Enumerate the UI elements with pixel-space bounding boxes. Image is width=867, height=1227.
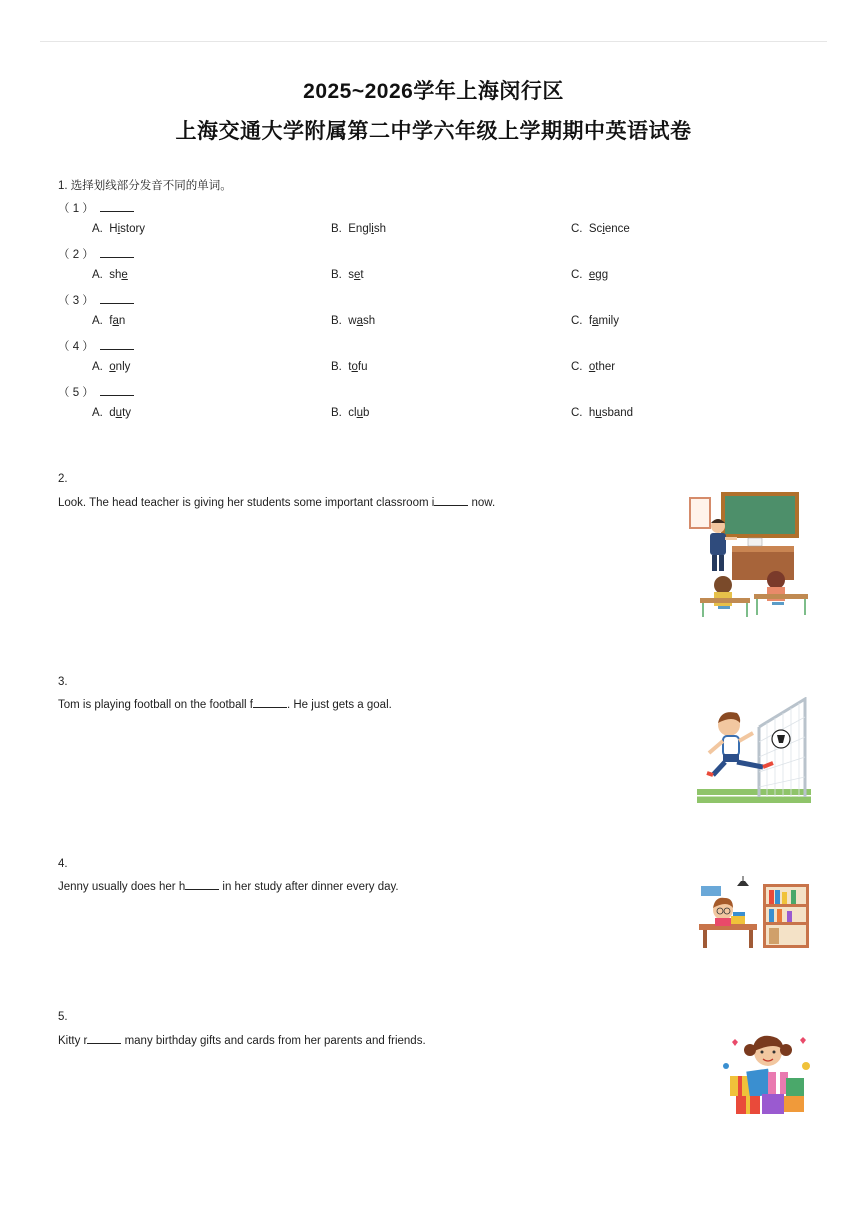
blackboard-icon — [725, 496, 795, 534]
q5-text-after: many birthday gifts and cards from her parents and friends. — [121, 1035, 426, 1047]
exam-title-line2: 上海交通大学附属第二中学六年级上学期期中英语试卷 — [175, 120, 692, 143]
q3-text-after: . He just gets a goal. — [286, 699, 392, 711]
underlined-letters: u — [356, 407, 363, 419]
q1-item-number — [58, 246, 134, 262]
football-boy-illustration — [697, 697, 811, 803]
word-part: d — [109, 407, 116, 419]
underlined-letters: o — [588, 361, 596, 373]
q1-option-c[interactable] — [571, 223, 630, 235]
word-part: mily — [598, 315, 619, 327]
word-part: gg — [595, 269, 609, 281]
q5-number: 5. — [58, 1011, 68, 1023]
q1-option-b[interactable] — [331, 269, 364, 281]
q1-option-b[interactable] — [331, 223, 386, 235]
q4-sentence — [58, 880, 399, 893]
teacher-body — [710, 533, 726, 555]
option-letter: B. — [331, 315, 342, 327]
q3-number: 3. — [58, 676, 68, 688]
word-part: cl — [348, 407, 357, 419]
q1-option-b[interactable] — [331, 315, 375, 327]
underlined-letters: a — [112, 315, 119, 327]
word-part: ence — [604, 223, 630, 235]
q2-text-after: now. — [468, 497, 496, 509]
word-part: Sc — [588, 223, 603, 235]
q3-sentence — [58, 698, 392, 711]
word-part: h — [588, 407, 596, 419]
q1-item-number — [58, 200, 134, 216]
option-letter: C. — [571, 315, 583, 327]
q1-option-b[interactable] — [331, 407, 369, 419]
ceiling-lamp-icon — [737, 881, 749, 886]
q5-sentence — [58, 1034, 426, 1047]
option-letter: B. — [331, 361, 342, 373]
q1-option-a[interactable] — [92, 269, 128, 281]
underlined-letters: a — [356, 315, 363, 327]
q1-option-c[interactable] — [571, 315, 619, 327]
q1-item-label: （ 1 ） — [58, 203, 94, 215]
q1-option-c[interactable] — [571, 407, 633, 419]
top-divider — [40, 41, 827, 42]
q1-item-label: （ 2 ） — [58, 249, 94, 261]
student-left-head — [714, 576, 732, 594]
q1-option-b[interactable] — [331, 361, 367, 373]
underlined-letters: i — [117, 223, 121, 235]
wall-picture-icon — [701, 886, 721, 896]
classroom-teacher-illustration — [688, 490, 812, 620]
q1-answer-blank[interactable] — [100, 386, 134, 396]
word-part: sh — [362, 315, 376, 327]
option-letter: C. — [571, 223, 583, 235]
birthday-gifts-illustration — [722, 1032, 812, 1118]
q1-answer-blank[interactable] — [100, 202, 134, 212]
q2-number: 2. — [58, 473, 68, 485]
q4-text-after: in her study after dinner every day. — [219, 881, 399, 893]
q1-item-label: （ 3 ） — [58, 295, 94, 307]
q1-item-number — [58, 292, 134, 308]
underlined-letters: e — [354, 269, 361, 281]
q2-sentence — [58, 496, 495, 509]
underlined-letters: o — [109, 361, 116, 373]
underlined-letters: i — [371, 223, 374, 235]
word-part: nly — [115, 361, 131, 373]
q4-number: 4. — [58, 858, 68, 870]
q5-text-before: Kitty r — [58, 1035, 88, 1047]
word-part: ther — [595, 361, 616, 373]
word-part: w — [348, 315, 357, 327]
q1-item-number — [58, 338, 134, 354]
word-part: f — [588, 315, 593, 327]
q1-option-a[interactable] — [92, 361, 130, 373]
boy-shirt — [723, 736, 739, 756]
q1-item-label: （ 4 ） — [58, 341, 94, 353]
q1-option-a[interactable] — [92, 315, 125, 327]
word-part: H — [109, 223, 118, 235]
option-letter: C. — [571, 407, 583, 419]
option-letter: A. — [92, 269, 103, 281]
option-letter: B. — [331, 223, 342, 235]
option-letter: B. — [331, 269, 342, 281]
word-part: sh — [373, 223, 387, 235]
q1-item-number — [58, 384, 134, 400]
option-letter: A. — [92, 315, 103, 327]
q2-text-before: Look. The head teacher is giving her students some important classroom i — [58, 497, 435, 509]
option-letter: A. — [92, 361, 103, 373]
word-part: sh — [109, 269, 122, 281]
word-part: Engl — [348, 223, 372, 235]
underlined-letters: a — [592, 315, 599, 327]
q1-option-a[interactable] — [92, 223, 145, 235]
word-part: t — [360, 269, 364, 281]
q1-answer-blank[interactable] — [100, 248, 134, 258]
option-letter: A. — [92, 223, 103, 235]
q1-answer-blank[interactable] — [100, 294, 134, 304]
exam-title-line1: 2025~2026学年上海闵行区 — [303, 80, 564, 103]
underlined-letters: u — [115, 407, 123, 419]
q2-blank[interactable] — [434, 496, 468, 506]
q3-text-before: Tom is playing football on the football f — [58, 699, 253, 711]
word-part: f — [109, 315, 113, 327]
q1-answer-blank[interactable] — [100, 340, 134, 350]
poster-icon — [690, 498, 710, 528]
option-letter: C. — [571, 269, 583, 281]
option-letter: B. — [331, 407, 342, 419]
q4-blank[interactable] — [185, 880, 219, 890]
underlined-letters: e — [121, 269, 128, 281]
underlined-letters: e — [588, 269, 596, 281]
word-part: fu — [357, 361, 368, 373]
heart-icon — [732, 1039, 738, 1046]
word-part: s — [348, 269, 355, 281]
q1-option-a[interactable] — [92, 407, 131, 419]
homework-girl-illustration — [699, 876, 811, 952]
word-part: ty — [122, 407, 132, 419]
q1-item-label: （ 5 ） — [58, 387, 94, 399]
card-icon — [786, 1078, 804, 1096]
word-part: b — [362, 407, 370, 419]
option-letter: A. — [92, 407, 103, 419]
q3-blank[interactable] — [253, 698, 287, 708]
word-part: n — [118, 315, 126, 327]
word-part: t — [348, 361, 352, 373]
q1-option-c[interactable] — [571, 269, 608, 281]
word-part: story — [120, 223, 146, 235]
q5-blank[interactable] — [87, 1034, 121, 1044]
underlined-letters: i — [602, 223, 605, 235]
option-letter: C. — [571, 361, 583, 373]
q1-stem: 1. 选择划线部分发音不同的单词。 — [58, 180, 232, 192]
books-icon — [731, 916, 745, 924]
underlined-letters: o — [351, 361, 358, 373]
q1-option-c[interactable] — [571, 361, 615, 373]
underlined-letters: u — [595, 407, 602, 419]
q4-text-before: Jenny usually does her h — [58, 881, 186, 893]
student-right-head — [767, 571, 785, 589]
word-part: sband — [601, 407, 634, 419]
